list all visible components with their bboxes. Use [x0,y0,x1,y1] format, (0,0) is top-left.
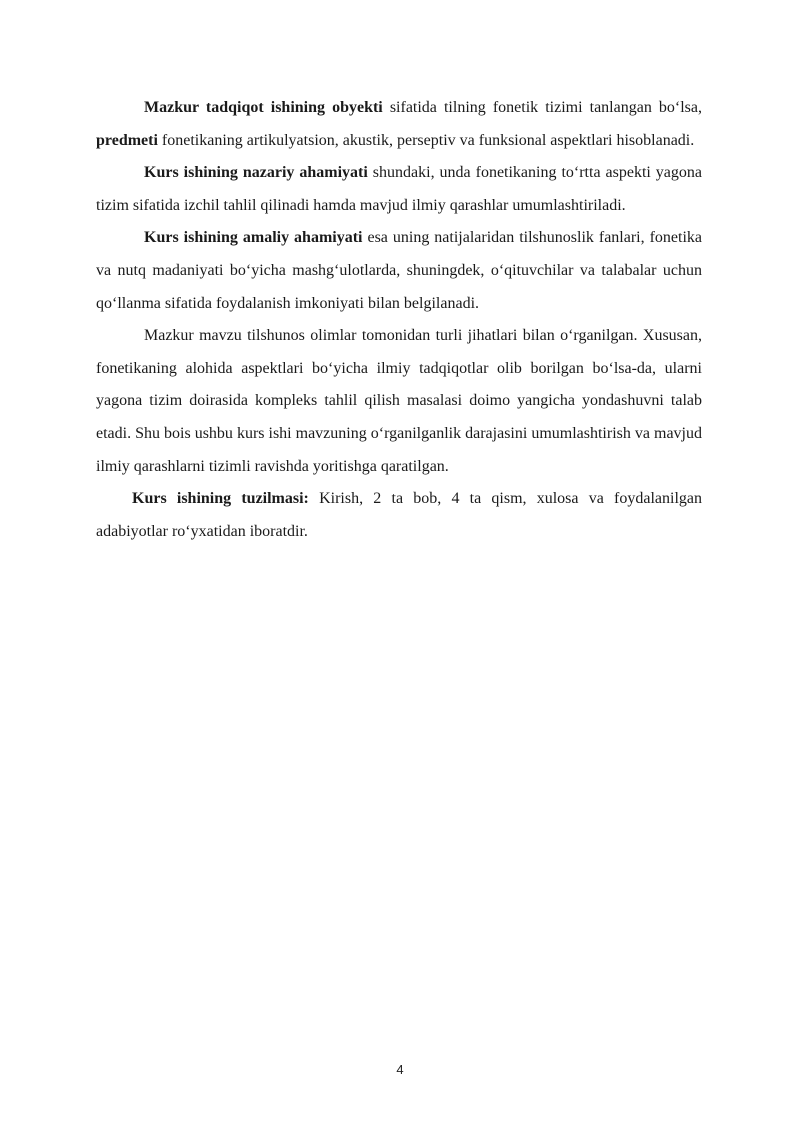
paragraph-practical-significance [96,222,702,320]
term-research-object: Mazkur tadqiqot ishining obyekti [144,99,383,116]
term-theoretical-significance: Kurs ishining nazariy ahamiyati [144,164,368,182]
paragraph-text: fonetikaning artikulyatsion, akustik, perseptiv va funksional aspektlari hisoblanadi. [157,131,695,149]
paragraph-theoretical-significance [96,157,702,222]
paragraph-text: esa uning natijalaridan tilshunoslik fanlari, fonetika va nutq madaniyati bo‘yicha mashg‘ulotlarda, shuningdek, o‘qituvchilar va talabalar uchun qo‘llanma sifatida foydalanish imkoniyati bilan belgilanadi. [96,229,702,312]
term-practical-significance: Kurs ishining amaliy ahamiyati [144,229,363,247]
paragraph-text: Kirish, 2 ta bob, 4 ta qism, xulosa va foydalanilgan adabiyotlar ro‘yxatidan iboratdir. [96,490,702,540]
paragraph-text: shundaki, unda fonetikaning to‘rtta aspekti yagona tizim sifatida izchil tahlil qilinadi hamda mavjud ilmiy qarashlar umumlashtiriladi. [96,164,702,214]
paragraph-text: Mazkur mavzu tilshunos olimlar tomonidan turli jihatlari bilan o‘rganilgan. Xususan, fonetikaning alohida aspektlari bo‘yicha ilmiy tadqiqotlar olib borilgan bo‘lsa-da, ularni yagona tizim doirasida kompleks tahlil qilish masalasi doimo yangicha yondashuvni talab etadi. Shu bois ushbu kurs ishi mavzuning o‘rganilganlik darajasini umumlashtirish va mavjud ilmiy qarashlarni tizimli ravishda yoritishga qaratilgan. [96,327,702,475]
paragraph-text: sifatida tilning fonetik tizimi tanlangan bo‘lsa, [382,99,702,116]
term-subject: predmeti [96,131,158,149]
page-number: 4 [396,1062,404,1077]
page-body [96,92,702,548]
paragraph-topic-study [96,320,702,483]
paragraph-structure [96,483,702,548]
term-structure: Kurs ishining tuzilmasi: [132,490,309,508]
paragraph-research-object [96,92,702,157]
